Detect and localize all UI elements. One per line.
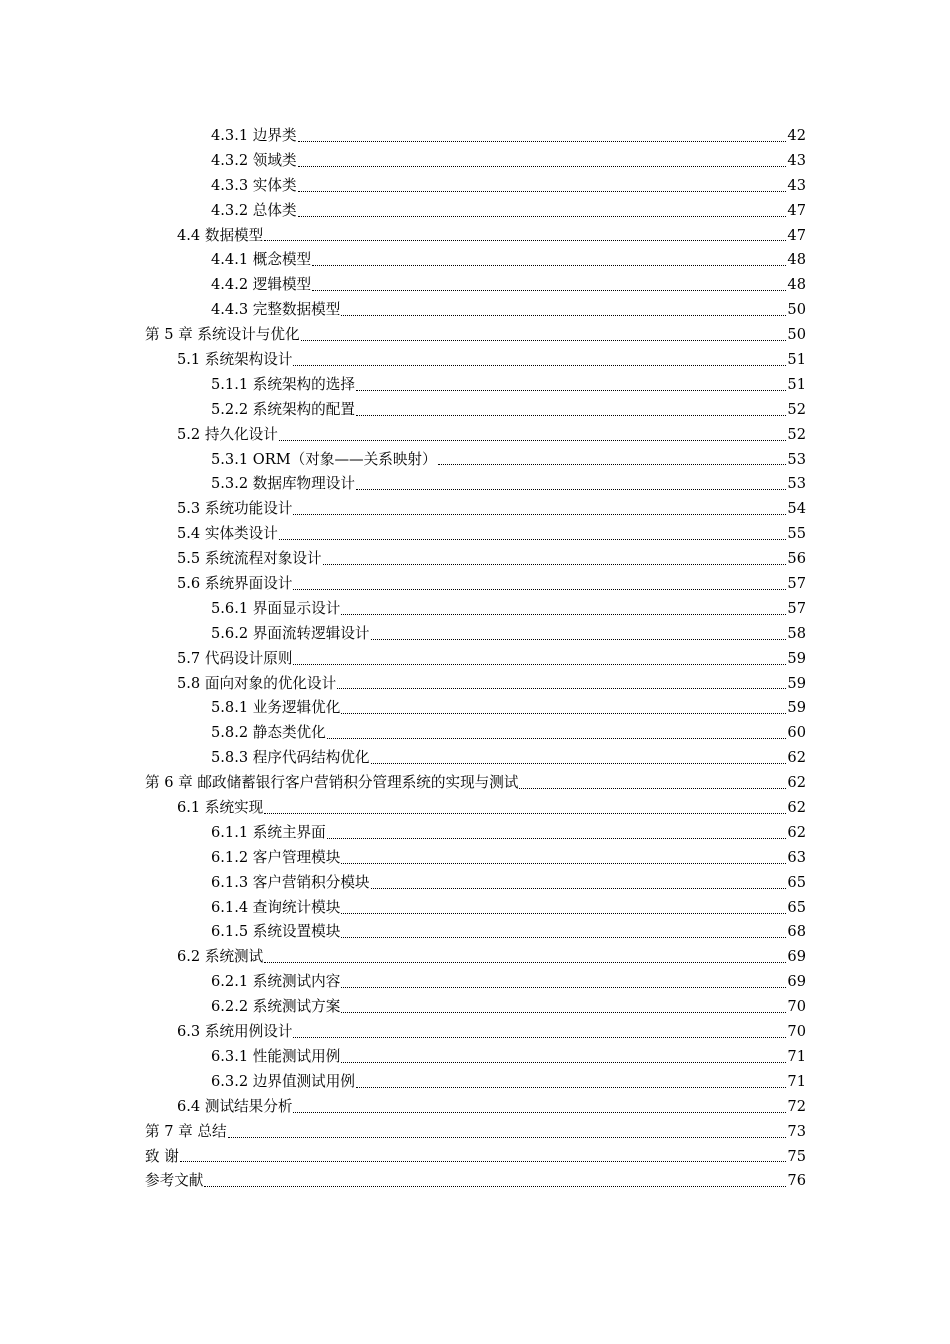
toc-entry-page-number: 68 <box>787 923 806 941</box>
toc-entry-label: 5.2 持久化设计 <box>177 425 278 443</box>
toc-dot-leader <box>327 738 787 739</box>
toc-entry[interactable] <box>145 174 806 199</box>
toc-entry-page-number: 59 <box>787 649 806 667</box>
toc-entry-label: 4.3.3 实体类 <box>211 176 297 194</box>
toc-entry[interactable] <box>145 1145 806 1170</box>
toc-entry-page-number: 59 <box>787 674 806 692</box>
toc-entry-label: 6.1 系统实现 <box>177 799 264 817</box>
toc-entry-label: 5.8.1 业务逻辑优化 <box>211 699 341 717</box>
toc-entry-label: 5.3.1 ORM（对象——关系映射） <box>211 450 437 468</box>
toc-entry[interactable] <box>145 995 806 1020</box>
toc-entry[interactable] <box>145 348 806 373</box>
toc-entry-page-number: 51 <box>787 351 806 368</box>
toc-entry-page-number: 73 <box>787 1122 806 1140</box>
toc-entry-page-number: 50 <box>787 301 806 319</box>
toc-dot-leader <box>180 1161 787 1162</box>
toc-dot-leader <box>298 141 787 142</box>
toc-entry[interactable] <box>145 1070 806 1095</box>
toc-entry[interactable] <box>145 323 806 348</box>
toc-entry-label: 6.3.1 性能测试用例 <box>211 1047 341 1065</box>
toc-entry[interactable] <box>145 199 806 224</box>
toc-dot-leader <box>298 216 787 217</box>
toc-entry[interactable] <box>145 572 806 597</box>
toc-entry-page-number: 70 <box>787 1023 806 1041</box>
toc-dot-leader <box>293 1112 786 1113</box>
toc-entry[interactable] <box>145 273 806 298</box>
toc-entry[interactable] <box>145 149 806 174</box>
toc-entry-page-number: 50 <box>787 326 806 344</box>
toc-entry[interactable] <box>145 373 806 398</box>
toc-entry-page-number: 76 <box>787 1172 806 1190</box>
toc-entry-label: 5.1.1 系统架构的选择 <box>211 375 355 393</box>
toc-entry-page-number: 71 <box>787 1047 806 1065</box>
toc-entry-label: 6.4 测试结果分析 <box>177 1097 293 1115</box>
toc-entry[interactable] <box>145 696 806 721</box>
toc-dot-leader <box>356 1087 786 1088</box>
toc-dot-leader <box>341 614 786 615</box>
toc-entry-page-number: 55 <box>787 525 806 543</box>
toc-dot-leader <box>341 863 786 864</box>
toc-dot-leader <box>356 489 786 490</box>
toc-entry-page-number: 52 <box>787 400 806 418</box>
toc-entry-label: 6.3 系统用例设计 <box>177 1023 293 1041</box>
toc-entry-label: 4.3.2 总体类 <box>211 201 297 219</box>
toc-dot-leader <box>279 440 787 441</box>
toc-dot-leader <box>298 191 787 192</box>
toc-entry-page-number: 54 <box>787 500 806 518</box>
toc-entry-label: 4.3.2 领域类 <box>211 151 297 169</box>
toc-entry-label: 5.5 系统流程对象设计 <box>177 550 322 568</box>
toc-dot-leader <box>341 315 786 316</box>
toc-entry[interactable] <box>145 672 806 697</box>
toc-dot-leader <box>204 1186 786 1187</box>
table-of-contents <box>145 124 806 1194</box>
toc-entry-label: 6.1.4 查询统计模块 <box>211 898 341 916</box>
toc-entry[interactable] <box>145 945 806 970</box>
toc-dot-leader <box>337 688 786 689</box>
toc-entry[interactable] <box>145 597 806 622</box>
toc-entry-label: 5.3 系统功能设计 <box>177 500 293 518</box>
toc-dot-leader <box>341 987 786 988</box>
toc-entry[interactable] <box>145 771 806 796</box>
toc-entry[interactable] <box>145 1045 806 1070</box>
toc-dot-leader <box>228 1137 787 1138</box>
toc-entry-page-number: 42 <box>787 126 806 144</box>
toc-entry-label: 5.8 面向对象的优化设计 <box>177 674 337 692</box>
toc-entry[interactable] <box>145 896 806 921</box>
toc-entry-page-number: 62 <box>787 823 806 841</box>
toc-entry-label: 4.4.1 概念模型 <box>211 251 312 269</box>
toc-dot-leader <box>293 1037 786 1038</box>
toc-entry-page-number: 71 <box>787 1072 806 1090</box>
toc-entry-page-number: 69 <box>787 948 806 966</box>
toc-entry-page-number: 48 <box>787 276 806 294</box>
toc-entry-page-number: 48 <box>787 251 806 269</box>
toc-entry[interactable] <box>145 224 806 249</box>
toc-entry-label: 5.3.2 数据库物理设计 <box>211 475 355 493</box>
toc-entry-label: 4.4.2 逻辑模型 <box>211 276 312 294</box>
toc-dot-leader <box>438 464 787 465</box>
toc-entry-label: 5.6 系统界面设计 <box>177 575 293 593</box>
toc-entry-page-number: 60 <box>787 724 806 742</box>
toc-entry-page-number: 51 <box>787 375 806 393</box>
toc-entry[interactable] <box>145 448 806 473</box>
toc-entry[interactable] <box>145 1120 806 1145</box>
toc-dot-leader <box>293 365 786 366</box>
toc-dot-leader <box>371 888 787 889</box>
toc-entry[interactable] <box>145 423 806 448</box>
toc-entry-label: 5.6.2 界面流转逻辑设计 <box>211 624 370 642</box>
toc-entry-label: 6.3.2 边界值测试用例 <box>211 1072 355 1090</box>
toc-dot-leader <box>301 340 787 341</box>
toc-dot-leader <box>264 813 786 814</box>
toc-entry-label: 第 5 章 系统设计与优化 <box>145 326 300 344</box>
toc-entry-page-number: 47 <box>787 201 806 219</box>
toc-entry-page-number: 62 <box>787 774 806 792</box>
toc-entry[interactable] <box>145 547 806 572</box>
toc-entry-label: 5.6.1 界面显示设计 <box>211 599 341 617</box>
toc-entry[interactable] <box>145 796 806 821</box>
toc-entry[interactable] <box>145 398 806 423</box>
toc-entry-page-number: 53 <box>787 450 806 468</box>
toc-dot-leader <box>371 763 787 764</box>
toc-dot-leader <box>356 390 786 391</box>
toc-dot-leader <box>327 838 787 839</box>
toc-entry-page-number: 57 <box>787 575 806 593</box>
toc-dot-leader <box>312 290 786 291</box>
toc-entry-page-number: 43 <box>787 151 806 169</box>
toc-entry[interactable] <box>145 1020 806 1045</box>
toc-entry-page-number: 56 <box>787 550 806 568</box>
toc-dot-leader <box>293 664 786 665</box>
toc-entry[interactable] <box>145 1095 806 1120</box>
toc-entry[interactable] <box>145 497 806 522</box>
toc-dot-leader <box>279 539 787 540</box>
toc-entry[interactable] <box>145 298 806 323</box>
toc-dot-leader <box>341 1012 786 1013</box>
toc-entry[interactable] <box>145 821 806 846</box>
toc-dot-leader <box>356 415 786 416</box>
toc-entry-label: 6.2 系统测试 <box>177 948 264 966</box>
toc-entry-page-number: 70 <box>787 998 806 1016</box>
toc-entry-page-number: 65 <box>787 898 806 916</box>
toc-entry-label: 第 7 章 总结 <box>145 1122 227 1140</box>
toc-entry[interactable] <box>145 248 806 273</box>
toc-entry[interactable] <box>145 721 806 746</box>
toc-entry-label: 5.8.3 程序代码结构优化 <box>211 749 370 767</box>
toc-entry-page-number: 63 <box>787 848 806 866</box>
toc-entry-label: 5.7 代码设计原则 <box>177 649 293 667</box>
toc-dot-leader <box>519 788 786 789</box>
toc-entry-label: 6.1.1 系统主界面 <box>211 823 326 841</box>
toc-entry[interactable] <box>145 522 806 547</box>
toc-entry-page-number: 58 <box>787 624 806 642</box>
toc-entry-page-number: 47 <box>787 226 806 244</box>
toc-entry[interactable] <box>145 622 806 647</box>
toc-entry-page-number: 52 <box>787 425 806 443</box>
toc-entry[interactable] <box>145 846 806 871</box>
toc-entry-label: 参考文献 <box>145 1172 204 1190</box>
toc-entry[interactable] <box>145 970 806 995</box>
toc-entry-page-number: 72 <box>787 1097 806 1115</box>
toc-entry-label: 5.4 实体类设计 <box>177 525 278 543</box>
toc-entry-page-number: 69 <box>787 973 806 991</box>
toc-entry-label: 第 6 章 邮政储蓄银行客户营销积分管理系统的实现与测试 <box>145 774 519 792</box>
toc-dot-leader <box>323 564 787 565</box>
toc-dot-leader <box>264 962 786 963</box>
toc-entry-page-number: 65 <box>787 873 806 891</box>
toc-entry-label: 6.1.2 客户管理模块 <box>211 848 341 866</box>
toc-dot-leader <box>293 589 786 590</box>
toc-dot-leader <box>341 713 786 714</box>
toc-entry-label: 致 谢 <box>145 1147 179 1165</box>
toc-dot-leader <box>264 240 786 241</box>
toc-dot-leader <box>341 937 786 938</box>
toc-entry-label: 6.1.3 客户营销积分模块 <box>211 873 370 891</box>
toc-entry-page-number: 57 <box>787 599 806 617</box>
toc-entry-label: 6.2.1 系统测试内容 <box>211 973 341 991</box>
toc-dot-leader <box>371 639 787 640</box>
toc-entry-label: 5.8.2 静态类优化 <box>211 724 326 742</box>
toc-dot-leader <box>293 514 786 515</box>
toc-entry[interactable] <box>145 647 806 672</box>
toc-entry-label: 4.3.1 边界类 <box>211 126 297 144</box>
toc-dot-leader <box>312 265 786 266</box>
toc-entry[interactable] <box>145 124 806 149</box>
toc-entry-label: 5.2.2 系统架构的配置 <box>211 400 355 418</box>
toc-entry-label: 4.4.3 完整数据模型 <box>211 301 341 319</box>
toc-entry[interactable] <box>145 746 806 771</box>
toc-entry-page-number: 59 <box>787 699 806 717</box>
toc-entry-label: 4.4 数据模型 <box>177 226 264 244</box>
toc-dot-leader <box>341 913 786 914</box>
toc-entry-page-number: 62 <box>787 749 806 767</box>
toc-entry-page-number: 53 <box>787 475 806 493</box>
toc-entry-page-number: 75 <box>787 1147 806 1165</box>
toc-dot-leader <box>341 1062 786 1063</box>
toc-entry-page-number: 62 <box>787 799 806 817</box>
toc-entry[interactable] <box>145 1169 806 1194</box>
toc-entry-label: 6.2.2 系统测试方案 <box>211 998 341 1016</box>
toc-entry-label: 5.1 系统架构设计 <box>177 351 293 368</box>
toc-entry[interactable] <box>145 472 806 497</box>
toc-dot-leader <box>298 166 787 167</box>
toc-entry[interactable] <box>145 921 806 946</box>
toc-entry[interactable] <box>145 871 806 896</box>
toc-entry-label: 6.1.5 系统设置模块 <box>211 923 341 941</box>
toc-entry-page-number: 43 <box>787 176 806 194</box>
